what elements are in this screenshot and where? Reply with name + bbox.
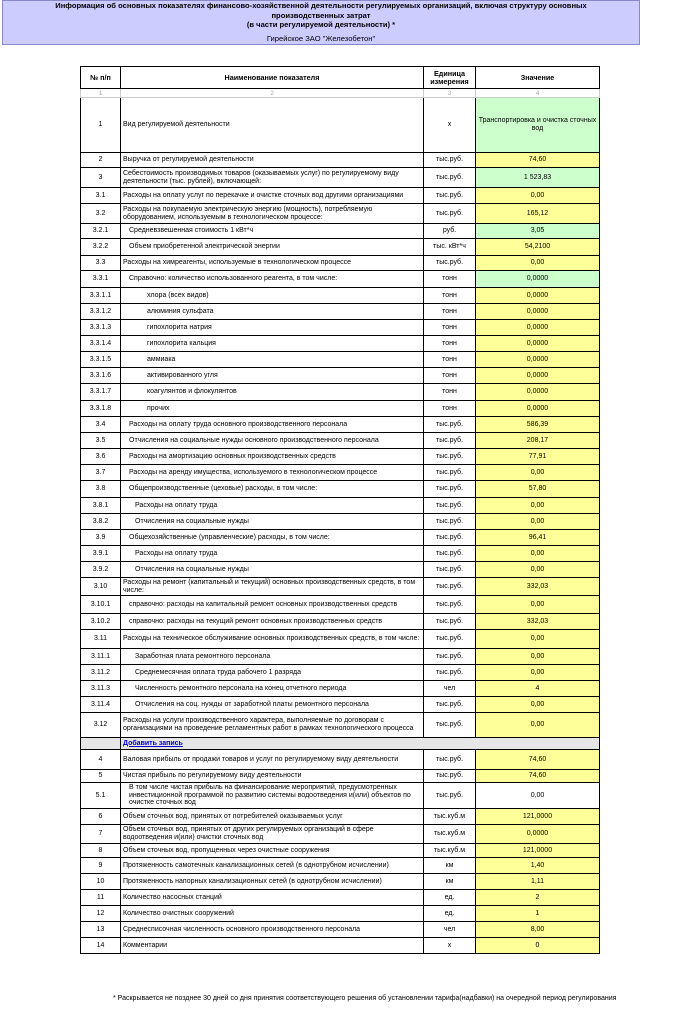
row-number: 3.3.1.1: [81, 288, 121, 304]
table-row: [81, 481, 600, 498]
unit-cell: тонн: [424, 320, 476, 336]
value-cell[interactable]: 74,60: [476, 153, 600, 168]
indicator-name: Комментарии: [121, 938, 424, 954]
row-number: 3.10.1: [81, 596, 121, 614]
table-row: [81, 417, 600, 433]
value-cell[interactable]: 0,0000: [476, 271, 600, 288]
column-number-3: 3: [424, 89, 476, 98]
value-cell[interactable]: 0,0000: [476, 304, 600, 320]
indicator-name: Расходы на покупаемую электрическую энергию (мощность), потребляемую оборудованием, используемым в технологическом процессе:: [121, 204, 424, 224]
row-number: 10: [81, 874, 121, 890]
value-cell[interactable]: 0,00: [476, 498, 600, 514]
unit-cell: тыс.руб.: [424, 204, 476, 224]
row-number: 3.10: [81, 578, 121, 596]
unit-cell: тыс.руб.: [424, 562, 476, 578]
row-number: 13: [81, 922, 121, 938]
table-row: [81, 770, 600, 783]
report-title-line3: (в части регулируемой деятельности) *: [246, 20, 396, 30]
indicator-name: Расходы на техническое обслуживание основных производственных средств, в том числе:: [121, 630, 424, 649]
value-cell[interactable]: 0,00: [476, 665, 600, 681]
unit-cell: тонн: [424, 304, 476, 320]
unit-cell: тыс.куб.м: [424, 825, 476, 844]
value-cell[interactable]: 0,0000: [476, 368, 600, 384]
value-cell[interactable]: 1: [476, 906, 600, 922]
unit-cell: тонн: [424, 271, 476, 288]
row-number: 8: [81, 844, 121, 858]
table-row: [81, 938, 600, 954]
footnote: * Раскрывается не позднее 30 дней со дня принятия соответствующего решения об установлении тарифа(надбавки) на очередной период регулирования: [113, 995, 617, 1002]
indicator-name: Общехозяйственные (управленческие) расходы, в том числе:: [121, 530, 424, 546]
indicator-name: Количество насосных станций: [121, 890, 424, 906]
row-number: 7: [81, 825, 121, 844]
indicator-name: коагулянтов и флокулянтов: [121, 384, 424, 401]
indicator-name: Отчисления на соц. нужды от заработной платы ремонтного персонала: [121, 697, 424, 713]
value-cell[interactable]: 0,00: [476, 783, 600, 809]
value-cell[interactable]: 0,00: [476, 713, 600, 738]
row-number: 3: [81, 168, 121, 188]
column-header-name: Наименование показателя: [121, 67, 424, 89]
row-number: 3.11.3: [81, 681, 121, 697]
indicator-name: Расходы на ремонт (капитальный и текущий) основных производственных средств, в том числе:: [121, 578, 424, 596]
row-number: 3.3.1.5: [81, 352, 121, 368]
indicator-name: Расходы на химреагенты, используемые в технологическом процессе: [121, 256, 424, 271]
value-cell[interactable]: 0,0000: [476, 320, 600, 336]
value-cell[interactable]: 0,00: [476, 562, 600, 578]
table-row: [81, 874, 600, 890]
report-title-line1: Информация об основных показателях финансово-хозяйственной деятельности регулируемых организаций, включая структуру основных: [55, 1, 587, 10]
row-number: 3.3.1: [81, 271, 121, 288]
column-header-unit: Единица измерения: [424, 67, 476, 89]
value-cell[interactable]: 0,00: [476, 630, 600, 649]
table-row: [81, 168, 600, 188]
row-number: 3.12: [81, 713, 121, 738]
indicator-name: Объем сточных вод, пропущенных через очистные сооружения: [121, 844, 424, 858]
value-cell[interactable]: 332,03: [476, 578, 600, 596]
unit-cell: чел: [424, 681, 476, 697]
row-number: 3.9.2: [81, 562, 121, 578]
table-row: [81, 783, 600, 809]
table-row: [81, 239, 600, 256]
value-cell[interactable]: 0,00: [476, 596, 600, 614]
table-row: [81, 697, 600, 713]
row-number: 3.7: [81, 465, 121, 481]
table-header-row: [81, 67, 600, 89]
table-row: [81, 596, 600, 614]
value-cell[interactable]: 0: [476, 938, 600, 954]
value-cell[interactable]: 1,40: [476, 858, 600, 874]
row-number: 3.5: [81, 433, 121, 449]
table-row: [81, 858, 600, 874]
table-row: [81, 530, 600, 546]
indicator-name: алюминия сульфата: [121, 304, 424, 320]
indicator-name: Расходы на амортизацию основных производственных средств: [121, 449, 424, 465]
row-number: 4: [81, 750, 121, 770]
value-cell[interactable]: 0,0000: [476, 352, 600, 368]
row-number: 3.8.2: [81, 514, 121, 530]
value-cell[interactable]: 3,05: [476, 224, 600, 239]
row-number: 3.4: [81, 417, 121, 433]
indicator-name: Чистая прибыль по регулируемому виду деятельности: [121, 770, 424, 783]
value-cell[interactable]: 57,80: [476, 481, 600, 498]
value-cell[interactable]: 96,41: [476, 530, 600, 546]
row-number: 3.11.4: [81, 697, 121, 713]
row-number: 11: [81, 890, 121, 906]
unit-cell: тыс.руб.: [424, 530, 476, 546]
unit-cell: тыс.руб.: [424, 546, 476, 562]
table-row: [81, 98, 600, 153]
unit-cell: тыс. кВт*ч: [424, 239, 476, 256]
row-number: 3.2.1: [81, 224, 121, 239]
table-row: [81, 288, 600, 304]
unit-cell: тыс.руб.: [424, 578, 476, 596]
indicator-name: Выручка от регулируемой деятельности: [121, 153, 424, 168]
row-number: 1: [81, 98, 121, 153]
column-number-4: 4: [476, 89, 600, 98]
table-row: [81, 401, 600, 417]
table-row: [81, 352, 600, 368]
row-number: 3.9.1: [81, 546, 121, 562]
add-record-link[interactable]: Добавить запись: [123, 739, 183, 747]
table-row: [81, 649, 600, 665]
unit-cell: тыс.куб.м: [424, 844, 476, 858]
table-row: [81, 188, 600, 204]
value-cell[interactable]: Транспортировка и очистка сточных вод: [476, 98, 600, 153]
unit-cell: тыс.руб.: [424, 649, 476, 665]
value-cell[interactable]: 165,12: [476, 204, 600, 224]
indicator-name: Объем приобретенной электрической энергии: [121, 239, 424, 256]
column-number-2: 2: [121, 89, 424, 98]
indicator-name: Среднесписочная численность основного производственного персонала: [121, 922, 424, 938]
unit-cell: км: [424, 874, 476, 890]
indicator-name: справочно: расходы на капитальный ремонт основных производственных средств: [121, 596, 424, 614]
indicator-name: прочих: [121, 401, 424, 417]
value-cell[interactable]: 1,11: [476, 874, 600, 890]
indicator-name: гипохлорита кальция: [121, 336, 424, 352]
unit-cell: тонн: [424, 288, 476, 304]
row-number: 3.11.1: [81, 649, 121, 665]
table-row: [81, 681, 600, 697]
row-number: 9: [81, 858, 121, 874]
table-row: [81, 256, 600, 271]
row-number: 6: [81, 809, 121, 825]
table-row: [81, 368, 600, 384]
table-row: [81, 449, 600, 465]
unit-cell: тыс.руб.: [424, 614, 476, 630]
table-row: [81, 578, 600, 596]
row-number: 12: [81, 906, 121, 922]
value-cell[interactable]: 74,60: [476, 770, 600, 783]
unit-cell: х: [424, 938, 476, 954]
add-record-row: [81, 738, 600, 750]
table-row: [81, 271, 600, 288]
indicator-name: Себестоимость производимых товаров (оказываемых услуг) по регулируемому виду деятельности (тыс. рублей), включающей:: [121, 168, 424, 188]
value-cell[interactable]: 332,03: [476, 614, 600, 630]
unit-cell: тыс.руб.: [424, 465, 476, 481]
row-number: 3.8.1: [81, 498, 121, 514]
table-row: [81, 153, 600, 168]
value-cell[interactable]: 0,0000: [476, 825, 600, 844]
value-cell[interactable]: 0,00: [476, 256, 600, 271]
unit-cell: тыс.руб.: [424, 713, 476, 738]
indicator-name: активированного угля: [121, 368, 424, 384]
unit-cell: ед.: [424, 906, 476, 922]
indicator-name: Общепроизводственные (цеховые) расходы, в том числе:: [121, 481, 424, 498]
unit-cell: тыс.руб.: [424, 498, 476, 514]
table-row: [81, 844, 600, 858]
indicator-name: Расходы на оплату труда: [121, 498, 424, 514]
unit-cell: тыс.куб.м: [424, 809, 476, 825]
add-record-cell: [121, 738, 600, 750]
unit-cell: тыс.руб.: [424, 697, 476, 713]
row-number: 2: [81, 153, 121, 168]
row-number: 3.9: [81, 530, 121, 546]
table-row: [81, 498, 600, 514]
row-number: 3.3.1.2: [81, 304, 121, 320]
table-row: [81, 922, 600, 938]
indicator-name: Вид регулируемой деятельности: [121, 98, 424, 153]
row-number: 5: [81, 770, 121, 783]
indicator-name: справочно: расходы на текущий ремонт основных производственных средств: [121, 614, 424, 630]
value-cell[interactable]: 54,2100: [476, 239, 600, 256]
unit-cell: тыс.руб.: [424, 481, 476, 498]
row-number: 3.3.1.8: [81, 401, 121, 417]
table-row: [81, 204, 600, 224]
unit-cell: тыс.руб.: [424, 256, 476, 271]
value-cell[interactable]: 121,0000: [476, 844, 600, 858]
unit-cell: тыс.руб.: [424, 188, 476, 204]
value-cell[interactable]: 77,91: [476, 449, 600, 465]
unit-cell: тыс.руб.: [424, 168, 476, 188]
indicator-name: Объем сточных вод, принятых от других регулируемых организаций в сфере водоотведения и(или) очистки сточных вод: [121, 825, 424, 844]
value-cell[interactable]: 0,00: [476, 465, 600, 481]
report-header: [2, 0, 640, 45]
indicator-name: Расходы на услуги производственного характера, выполняемые по договорам с организациями на проведение регламентных работ в рамках технологического процесса: [121, 713, 424, 738]
table-row: [81, 224, 600, 239]
table-row: [81, 890, 600, 906]
unit-cell: км: [424, 858, 476, 874]
value-cell[interactable]: 0,00: [476, 649, 600, 665]
indicator-name: Среднемесячная оплата труда рабочего 1 разряда: [121, 665, 424, 681]
column-header-value: Значение: [476, 67, 600, 89]
value-cell[interactable]: 0,00: [476, 188, 600, 204]
row-number: 3.3: [81, 256, 121, 271]
table-row: [81, 562, 600, 578]
value-cell[interactable]: 586,39: [476, 417, 600, 433]
row-number: 3.11: [81, 630, 121, 649]
row-number: 3.8: [81, 481, 121, 498]
row-number: 3.11.2: [81, 665, 121, 681]
indicator-name: Численность ремонтного персонала на конец отчетного периода: [121, 681, 424, 697]
value-cell[interactable]: 208,17: [476, 433, 600, 449]
indicator-name: Отчисления на социальные нужды: [121, 562, 424, 578]
column-number-row: [81, 89, 600, 98]
unit-cell: тыс.руб.: [424, 449, 476, 465]
unit-cell: тыс.руб.: [424, 153, 476, 168]
value-cell[interactable]: 121,0000: [476, 809, 600, 825]
unit-cell: тонн: [424, 336, 476, 352]
value-cell[interactable]: 0,0000: [476, 384, 600, 401]
indicator-name: Валовая прибыль от продажи товаров и услуг по регулируемому виду деятельности: [121, 750, 424, 770]
value-cell[interactable]: 2: [476, 890, 600, 906]
indicator-name: Объем сточных вод, принятых от потребителей оказываемых услуг: [121, 809, 424, 825]
column-header-number: № п/п: [81, 67, 121, 89]
row-number: 3.2: [81, 204, 121, 224]
value-cell[interactable]: 0,0000: [476, 288, 600, 304]
table-row: [81, 304, 600, 320]
column-number-1: 1: [81, 89, 121, 98]
unit-cell: чел: [424, 922, 476, 938]
value-cell[interactable]: 0,00: [476, 546, 600, 562]
indicator-name: аммиака: [121, 352, 424, 368]
value-cell[interactable]: 0,00: [476, 697, 600, 713]
table-row: [81, 514, 600, 530]
unit-cell: тыс.руб.: [424, 417, 476, 433]
indicator-name: В том числе чистая прибыль на финансирование мероприятий, предусмотренных инвестиционной программой по развитию системы водоотведения и(или) объектов по очистке сточных вод: [121, 783, 424, 809]
unit-cell: ед.: [424, 890, 476, 906]
unit-cell: тыс.руб.: [424, 433, 476, 449]
unit-cell: тыс.руб.: [424, 665, 476, 681]
indicator-name: Отчисления на социальные нужды: [121, 514, 424, 530]
unit-cell: руб.: [424, 224, 476, 239]
indicator-name: Расходы на оплату услуг по перекачке и очистке сточных вод другими организациями: [121, 188, 424, 204]
table-row: [81, 665, 600, 681]
value-cell[interactable]: 74,60: [476, 750, 600, 770]
indicator-name: Отчисления на социальные нужды основного производственного персонала: [121, 433, 424, 449]
table-row: [81, 825, 600, 844]
table-row: [81, 906, 600, 922]
table-row: [81, 320, 600, 336]
row-number: 3.6: [81, 449, 121, 465]
table-row: [81, 336, 600, 352]
unit-cell: тонн: [424, 352, 476, 368]
row-number: 3.2.2: [81, 239, 121, 256]
row-number: 3.3.1.7: [81, 384, 121, 401]
indicator-name: Протяженность напорных канализационных сетей (в однотрубном исчислении): [121, 874, 424, 890]
unit-cell: тонн: [424, 384, 476, 401]
table-row: [81, 809, 600, 825]
row-number: 3.3.1.4: [81, 336, 121, 352]
unit-cell: тонн: [424, 401, 476, 417]
row-number: 3.10.2: [81, 614, 121, 630]
unit-cell: тонн: [424, 368, 476, 384]
indicator-name: Справочно: количество использованного реагента, в том числе:: [121, 271, 424, 288]
value-cell[interactable]: 8,00: [476, 922, 600, 938]
unit-cell: тыс.руб.: [424, 770, 476, 783]
indicator-name: Расходы на оплату труда основного производственного персонала: [121, 417, 424, 433]
row-number: 5.1: [81, 783, 121, 809]
indicator-name: Заработная плата ремонтного персонала: [121, 649, 424, 665]
value-cell[interactable]: 1 523,83: [476, 168, 600, 188]
indicator-name: Расходы на аренду имущества, используемого в технологическом процессе: [121, 465, 424, 481]
organization-name: Гирейское ЗАО "Железобетон": [266, 33, 376, 43]
indicator-name: Средневзвешенная стоимость 1 кВт*ч: [121, 224, 424, 239]
indicator-name: гипохлорита натрия: [121, 320, 424, 336]
value-cell[interactable]: 0,00: [476, 514, 600, 530]
indicator-name: Количество очистных сооружений: [121, 906, 424, 922]
indicators-table: [80, 66, 600, 954]
table-row: [81, 630, 600, 649]
table-row: [81, 750, 600, 770]
add-record-spacer: [81, 738, 121, 750]
indicators-table-body: [81, 67, 600, 954]
table-row: [81, 614, 600, 630]
value-cell[interactable]: 4: [476, 681, 600, 697]
value-cell[interactable]: 0,0000: [476, 336, 600, 352]
row-number: 3.1: [81, 188, 121, 204]
unit-cell: тыс.руб.: [424, 630, 476, 649]
row-number: 14: [81, 938, 121, 954]
report-title-line2: производственных затрат: [271, 10, 371, 20]
table-row: [81, 465, 600, 481]
table-row: [81, 384, 600, 401]
indicator-name: хлора (всех видов): [121, 288, 424, 304]
unit-cell: тыс.руб.: [424, 596, 476, 614]
unit-cell: тыс.руб.: [424, 514, 476, 530]
value-cell[interactable]: 0,0000: [476, 401, 600, 417]
unit-cell: тыс.руб.: [424, 750, 476, 770]
indicator-name: Протяженность самотечных канализационных сетей (в однотрубном исчислении): [121, 858, 424, 874]
indicator-name: Расходы на оплату труда: [121, 546, 424, 562]
table-row: [81, 433, 600, 449]
table-row: [81, 713, 600, 738]
unit-cell: х: [424, 98, 476, 153]
row-number: 3.3.1.6: [81, 368, 121, 384]
unit-cell: тыс.руб.: [424, 783, 476, 809]
table-row: [81, 546, 600, 562]
row-number: 3.3.1.3: [81, 320, 121, 336]
